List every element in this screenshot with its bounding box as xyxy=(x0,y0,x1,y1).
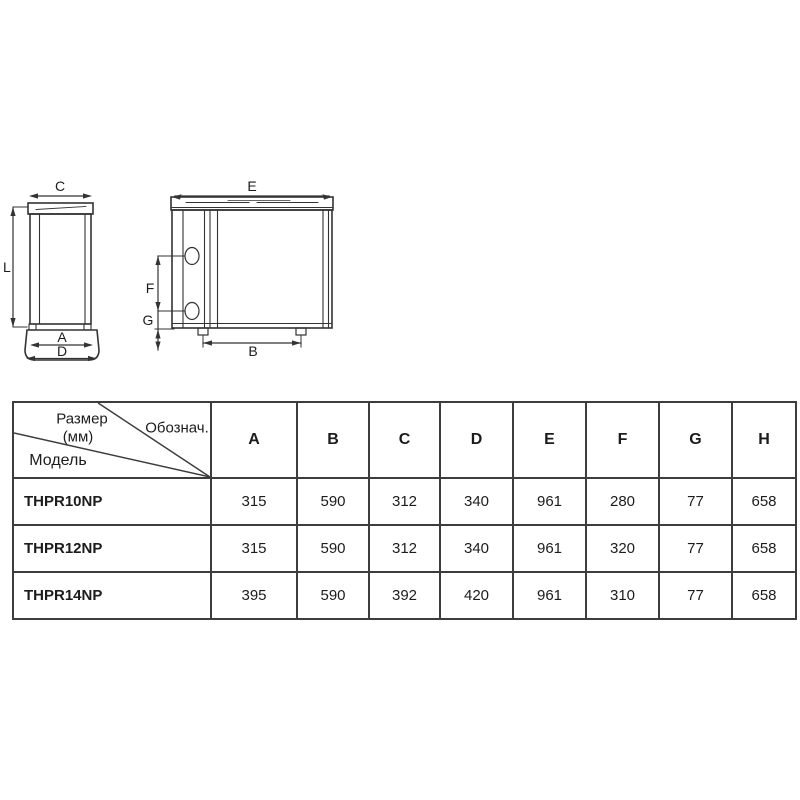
dim-value: 590 xyxy=(297,525,369,572)
pipe-connection-top xyxy=(185,248,199,265)
arrow-f-top xyxy=(155,256,160,265)
dim-label-l: L xyxy=(3,259,11,275)
col-header-h: H xyxy=(732,402,796,478)
dim-label-a: A xyxy=(57,329,67,345)
table-row-thpr12np xyxy=(13,525,796,572)
dim-value: 312 xyxy=(369,478,440,525)
dim-value: 312 xyxy=(369,525,440,572)
model-name: THPR10NP xyxy=(13,478,211,525)
front-view xyxy=(143,178,333,359)
dim-value: 320 xyxy=(586,525,659,572)
dimensions-table xyxy=(12,401,797,620)
table-header-row xyxy=(13,402,796,478)
dim-label-e: E xyxy=(247,178,257,194)
dim-label-d: D xyxy=(56,343,68,359)
dim-label-f: F xyxy=(145,280,155,296)
dim-value: 77 xyxy=(659,478,732,525)
corner-model-label: Модель xyxy=(29,452,87,469)
corner-size-label: Размер xyxy=(56,410,108,428)
dim-value: 961 xyxy=(513,525,586,572)
arrow-a-left xyxy=(30,342,39,347)
dim-value: 395 xyxy=(211,572,297,619)
front-view-body xyxy=(172,210,332,328)
arrow-l-top xyxy=(10,207,15,216)
col-header-d: D xyxy=(440,402,513,478)
dim-value: 961 xyxy=(513,478,586,525)
corner-designation-label: Обознач. xyxy=(145,419,209,437)
arrow-c-left xyxy=(29,193,38,198)
model-name: THPR12NP xyxy=(13,525,211,572)
dim-value: 280 xyxy=(586,478,659,525)
arrow-b-right xyxy=(292,340,301,345)
front-view-cap xyxy=(171,197,333,210)
dim-value: 658 xyxy=(732,572,796,619)
dim-value: 590 xyxy=(297,478,369,525)
corner-size-unit: (мм) xyxy=(62,428,94,446)
table-row-thpr14np xyxy=(13,572,796,619)
dim-label-b: B xyxy=(248,343,258,359)
col-header-a: A xyxy=(211,402,297,478)
dim-value: 590 xyxy=(297,572,369,619)
dim-value: 310 xyxy=(586,572,659,619)
col-header-e: E xyxy=(513,402,586,478)
arrow-g-up xyxy=(155,330,160,339)
pipe-connection-bottom xyxy=(185,303,199,320)
side-view-cap-louver xyxy=(36,207,86,210)
col-header-c: C xyxy=(369,402,440,478)
corner-cell xyxy=(13,402,211,478)
arrow-a-right xyxy=(84,342,93,347)
side-view-cap xyxy=(28,203,93,214)
dim-value: 340 xyxy=(440,478,513,525)
arrow-g-down xyxy=(155,342,160,351)
dim-label-g: G xyxy=(142,312,154,328)
arrow-b-left xyxy=(203,340,212,345)
table-row-thpr10np xyxy=(13,478,796,525)
dim-label-c: C xyxy=(54,178,66,194)
dim-value: 340 xyxy=(440,525,513,572)
arrow-f-bottom xyxy=(155,302,160,311)
front-view-foot-left xyxy=(198,328,208,335)
dim-value: 658 xyxy=(732,478,796,525)
side-view-tab-left xyxy=(29,324,36,330)
col-header-b: B xyxy=(297,402,369,478)
dim-value: 961 xyxy=(513,572,586,619)
dim-value: 77 xyxy=(659,572,732,619)
dim-value: 77 xyxy=(659,525,732,572)
col-header-f: F xyxy=(586,402,659,478)
dim-value: 420 xyxy=(440,572,513,619)
dim-value: 392 xyxy=(369,572,440,619)
side-view-tab-right xyxy=(84,324,91,330)
col-header-g: G xyxy=(659,402,732,478)
dim-value: 658 xyxy=(732,525,796,572)
front-view-foot-right xyxy=(296,328,306,335)
side-view xyxy=(3,178,99,361)
dim-value: 315 xyxy=(211,525,297,572)
arrow-l-bottom xyxy=(10,318,15,327)
arrow-c-right xyxy=(83,193,92,198)
dim-value: 315 xyxy=(211,478,297,525)
model-name: THPR14NP xyxy=(13,572,211,619)
